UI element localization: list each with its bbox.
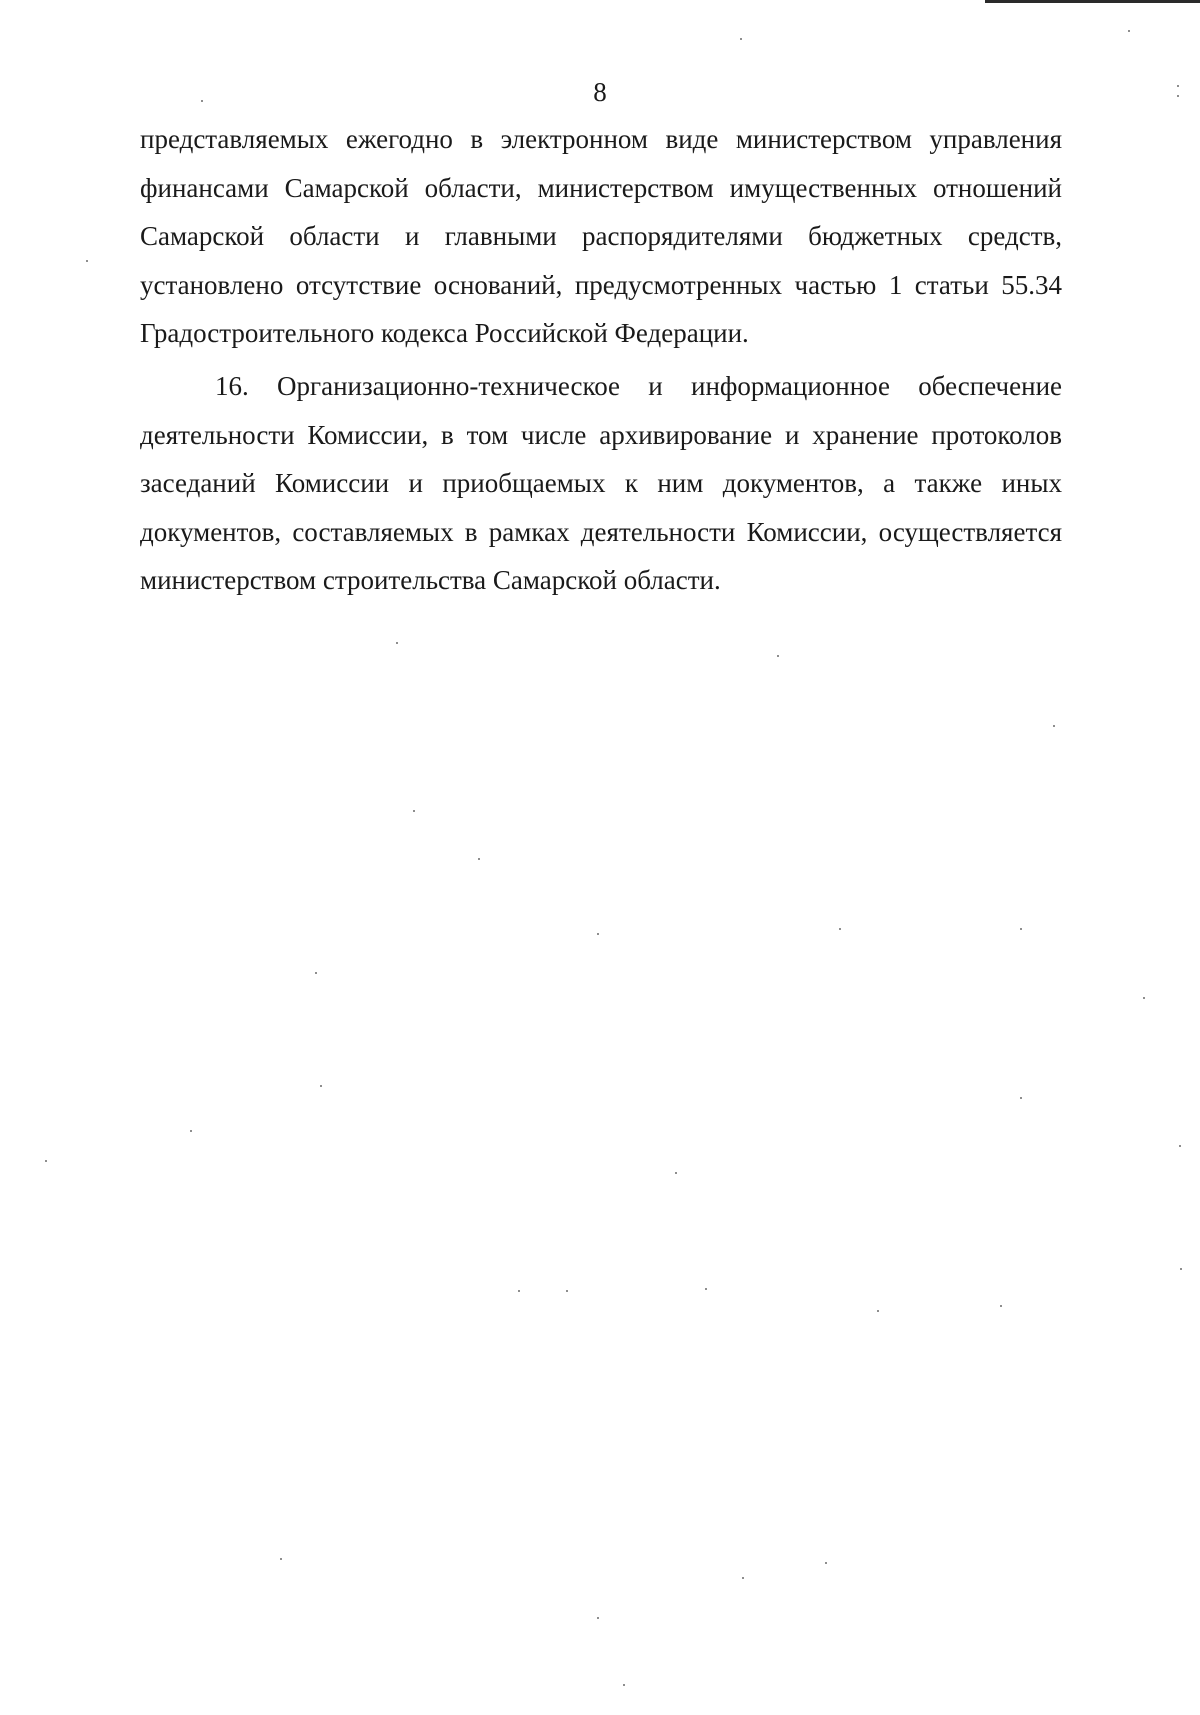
top-edge-rule — [985, 0, 1200, 3]
paragraph-16 — [140, 362, 1062, 605]
scan-speck — [566, 1290, 568, 1292]
scan-speck — [1143, 997, 1145, 999]
scan-speck — [396, 642, 398, 644]
scan-speck — [740, 38, 742, 40]
page-number: 8 — [593, 77, 607, 107]
scan-speck — [1000, 1305, 1002, 1307]
scan-speck — [839, 928, 841, 930]
scan-speck — [518, 1290, 520, 1292]
scan-speck — [1179, 1145, 1181, 1147]
scan-speck — [190, 1130, 192, 1132]
scan-speck — [413, 810, 415, 812]
scan-speck — [1020, 1097, 1022, 1099]
paragraph-text: 16. Организационно-техническое и информационное обеспечение деятельности Комиссии, в том числе архивирование и хранение протоколов заседаний Комиссии и приобщаемых к ним документов, а также иных документов, составляемых в рамках деятельности Комиссии, осуществляется министерством строительства Самарской области. — [140, 371, 1062, 595]
scan-speck — [623, 1684, 625, 1686]
scan-speck — [825, 1562, 827, 1564]
scan-speck — [201, 100, 203, 102]
scan-speck — [705, 1288, 707, 1290]
scan-speck — [742, 1577, 744, 1579]
scan-speck — [315, 972, 317, 974]
scan-speck — [1177, 85, 1179, 87]
scan-speck — [1177, 95, 1179, 97]
scan-speck — [597, 1617, 599, 1619]
scan-speck — [597, 933, 599, 935]
scan-speck — [280, 1558, 282, 1560]
scan-speck — [1053, 725, 1055, 727]
scan-speck — [1128, 30, 1130, 32]
scan-speck — [320, 1085, 322, 1087]
scan-speck — [877, 1310, 879, 1312]
scan-speck — [1020, 928, 1022, 930]
paragraph-text: представляемых ежегодно в электронном виде министерством управления финансами Самарской области, министерством имущественных отношений Самарской области и главными распорядителями бюджетных средств, установлено отсутствие оснований, предусмотренных частью 1 статьи 55.34 Градостроительного кодекса Российской Федерации. — [140, 124, 1062, 348]
scan-speck — [478, 858, 480, 860]
scan-speck — [777, 655, 779, 657]
scan-speck — [86, 260, 88, 262]
scan-speck — [1180, 1268, 1182, 1270]
scan-speck — [45, 1160, 47, 1162]
scan-speck — [675, 1172, 677, 1174]
continued-paragraph — [140, 115, 1062, 358]
